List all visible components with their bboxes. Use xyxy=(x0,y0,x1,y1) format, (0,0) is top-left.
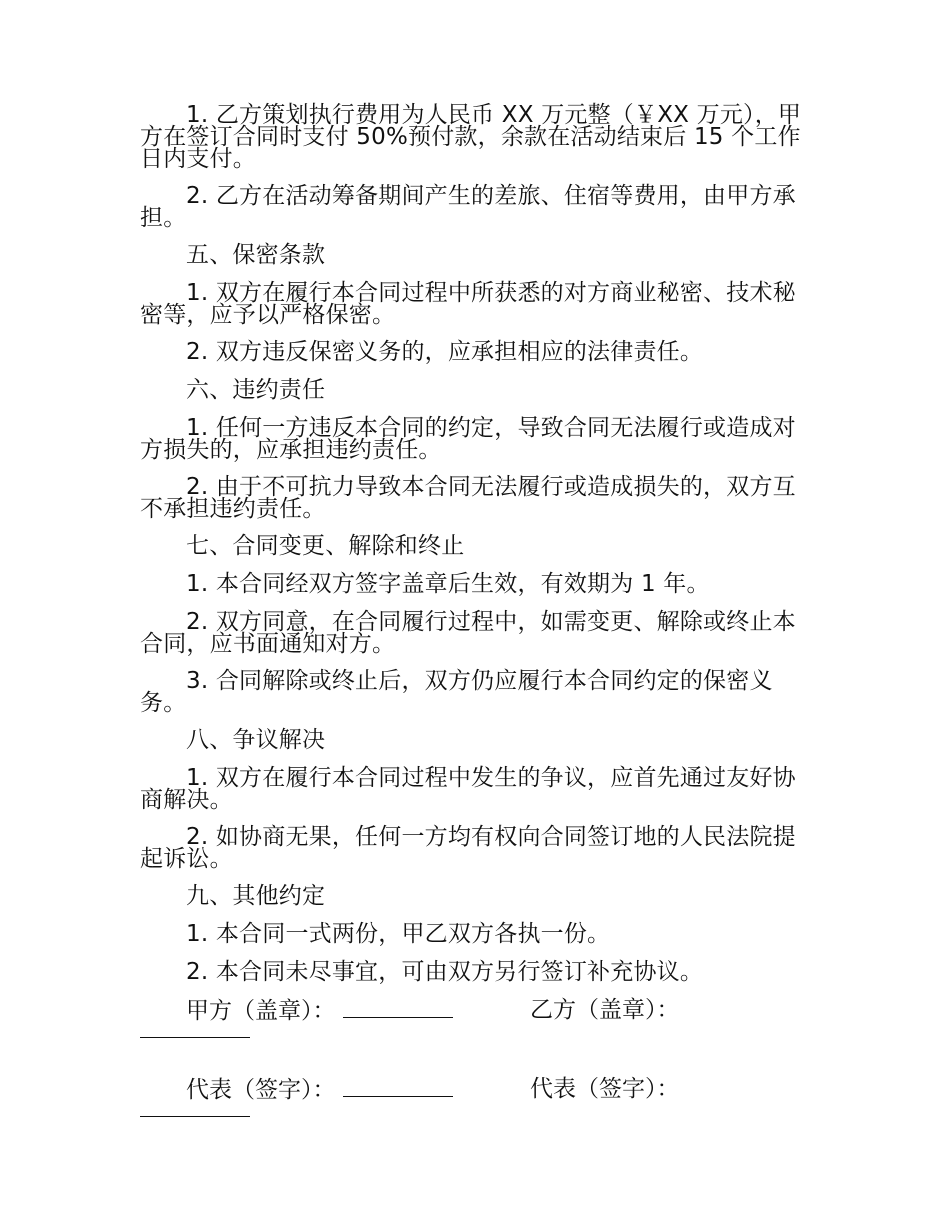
confidentiality-clause-1: 1. 双方在履行本合同过程中所获悉的对方商业秘密、技术秘密等，应予以严格保密。 xyxy=(140,280,796,328)
party-b-seal xyxy=(530,999,680,1021)
party-a-seal-blank xyxy=(343,999,453,1018)
party-b-seal-blank xyxy=(140,1029,250,1038)
section-heading-change: 七、合同变更、解除和终止 xyxy=(186,533,465,559)
section-heading-other: 九、其他约定 xyxy=(186,883,326,909)
breach-clause-1: 1. 任何一方违反本合同的约定，导致合同无法履行或造成对方损失的，应承担违约责任。 xyxy=(140,415,796,463)
change-clause-3: 3. 合同解除或终止后，双方仍应履行本合同约定的保密义务。 xyxy=(140,668,773,716)
fee-clause-1: 1. 乙方策划执行费用为人民币 XX 万元整（￥XX 万元），甲方在签订合同时支付 50%预付款，余款在活动结束后 15 个工作日内支付。 xyxy=(140,102,802,172)
change-clause-1: 1. 本合同经双方签字盖章后生效，有效期为 1 年。 xyxy=(186,571,710,597)
breach-clause-2: 2. 由于不可抗力导致本合同无法履行或造成损失的，双方互不承担违约责任。 xyxy=(140,474,796,522)
other-clause-1: 1. 本合同一式两份，甲乙双方各执一份。 xyxy=(186,921,611,947)
party-b-seal-label: 乙方（盖章）： xyxy=(530,997,680,1023)
fee-clause-2: 2. 乙方在活动筹备期间产生的差旅、住宿等费用，由甲方承担。 xyxy=(140,183,796,231)
section-heading-breach: 六、违约责任 xyxy=(186,377,326,403)
party-b-rep xyxy=(530,1078,680,1100)
party-b-rep-blank xyxy=(140,1108,250,1117)
seal-signature-row xyxy=(140,999,812,1063)
section-heading-confidentiality: 五、保密条款 xyxy=(186,242,326,268)
party-a-seal xyxy=(186,999,453,1022)
other-clause-2: 2. 本合同未尽事宜，可由双方另行签订补充协议。 xyxy=(186,959,704,985)
party-a-rep-label: 代表（签字）： xyxy=(186,1077,336,1103)
section-heading-dispute: 八、争议解决 xyxy=(186,727,326,753)
contract-page xyxy=(140,104,812,1157)
representative-signature-row xyxy=(140,1078,812,1142)
dispute-clause-1: 1. 双方在履行本合同过程中发生的争议，应首先通过友好协商解决。 xyxy=(140,765,796,813)
party-a-seal-label: 甲方（盖章）： xyxy=(186,998,336,1024)
dispute-clause-2: 2. 如协商无果，任何一方均有权向合同签订地的人民法院提起诉讼。 xyxy=(140,824,796,872)
party-a-rep xyxy=(186,1078,453,1101)
confidentiality-clause-2: 2. 双方违反保密义务的，应承担相应的法律责任。 xyxy=(186,339,704,365)
party-b-rep-label: 代表（签字）： xyxy=(530,1076,680,1102)
change-clause-2: 2. 双方同意，在合同履行过程中，如需变更、解除或终止本合同，应书面通知对方。 xyxy=(140,609,796,657)
party-a-rep-blank xyxy=(343,1078,453,1097)
